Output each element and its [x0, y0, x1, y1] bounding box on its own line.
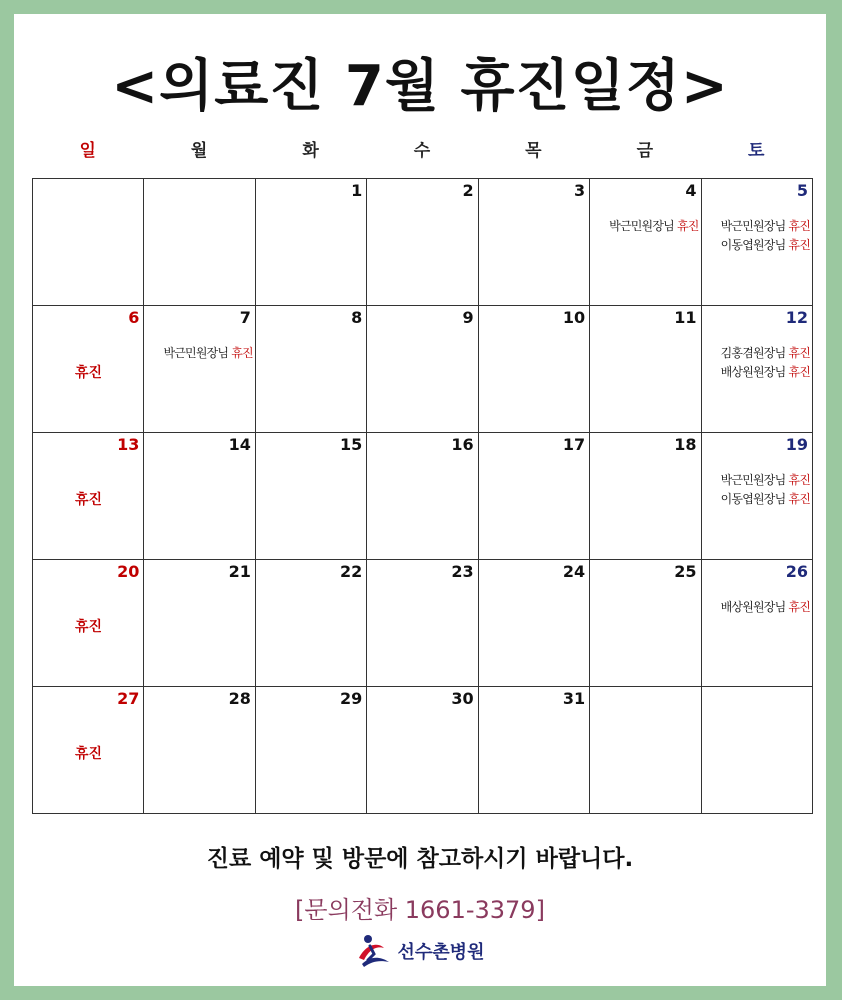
calendar-day-cell	[367, 433, 478, 560]
day-number: 23	[451, 562, 474, 581]
closure-tag: 휴진	[788, 473, 810, 487]
calendar-day-cell	[255, 306, 366, 433]
closure-notes	[163, 344, 252, 363]
day-number: 9	[462, 308, 474, 327]
hospital-name: 선수촌병원	[397, 942, 485, 963]
closed-label: 휴진	[74, 365, 103, 381]
closure-tag: 휴진	[231, 346, 253, 360]
calendar-day-cell	[144, 179, 255, 306]
calendar-day-cell	[255, 687, 366, 814]
day-number: 6	[128, 308, 140, 327]
closure-tag: 휴진	[788, 365, 810, 379]
closure-notes	[721, 344, 810, 382]
calendar-day-cell	[144, 433, 255, 560]
weekday-header	[32, 136, 812, 166]
page-title: <의료진 7월 휴진일정>	[111, 54, 729, 119]
calendar-day-cell	[255, 433, 366, 560]
day-number: 4	[685, 181, 697, 200]
calendar-week	[33, 306, 813, 433]
calendar-day-cell	[701, 179, 812, 306]
day-number: 5	[796, 181, 808, 200]
day-number: 15	[340, 435, 363, 454]
closure-note	[721, 217, 810, 236]
closed-label: 휴진	[74, 746, 103, 762]
doctor-name: 김홍겸원장님	[720, 346, 786, 360]
doctor-name: 이동엽원장님	[720, 492, 786, 506]
closed-label: 휴진	[74, 492, 103, 508]
calendar-day-cell	[701, 433, 812, 560]
day-number: 27	[117, 689, 140, 708]
day-number: 28	[228, 689, 251, 708]
calendar-day-cell	[255, 560, 366, 687]
calendar-day-cell	[701, 306, 812, 433]
day-number: 26	[785, 562, 808, 581]
closure-note	[721, 598, 810, 617]
calendar-day-cell	[144, 306, 255, 433]
day-number: 10	[562, 308, 586, 327]
calendar-day-cell	[590, 306, 701, 433]
day-number: 20	[117, 562, 140, 581]
day-number: 29	[340, 689, 363, 708]
calendar-day-cell	[590, 179, 701, 306]
calendar-day-cell	[33, 306, 144, 433]
calendar-day-cell	[701, 560, 812, 687]
closure-tag: 휴진	[788, 219, 810, 233]
closure-note	[721, 344, 810, 363]
calendar-day-cell	[590, 433, 701, 560]
day-number: 30	[451, 689, 474, 708]
calendar-day-cell	[33, 687, 144, 814]
day-number: 16	[451, 435, 474, 454]
closure-note	[721, 471, 810, 490]
calendar-day-cell	[478, 560, 589, 687]
closure-notes	[721, 471, 810, 509]
calendar-day-cell	[701, 687, 812, 814]
day-number: 18	[674, 435, 697, 454]
closure-note	[609, 217, 698, 236]
closure-note	[721, 490, 810, 509]
weekday-tue: 화	[302, 141, 319, 161]
calendar-day-cell	[144, 687, 255, 814]
day-number: 14	[228, 435, 251, 454]
doctor-name: 박근민원장님	[720, 219, 786, 233]
runner-logo-icon	[356, 934, 392, 968]
day-number: 17	[562, 435, 586, 454]
day-number: 19	[785, 435, 808, 454]
contact-phone: [문의전화 1661-3379]	[295, 896, 545, 924]
closure-notes	[721, 598, 810, 617]
closed-label: 휴진	[74, 619, 103, 635]
weekday-fri: 금	[636, 141, 654, 161]
notice-text: 진료 예약 및 방문에 참고하시기 바랍니다.	[206, 846, 634, 872]
closure-tag: 휴진	[676, 219, 699, 233]
calendar-day-cell	[478, 687, 589, 814]
day-number: 8	[351, 308, 363, 327]
day-number: 12	[785, 308, 808, 327]
calendar-week	[33, 433, 813, 560]
closure-tag: 휴진	[788, 600, 810, 614]
closure-tag: 휴진	[788, 238, 810, 252]
day-number: 11	[674, 308, 697, 327]
day-number: 7	[239, 308, 251, 327]
weekday-wed: 수	[413, 141, 431, 161]
calendar-day-cell	[478, 179, 589, 306]
calendar-day-cell	[478, 433, 589, 560]
calendar-day-cell	[255, 179, 366, 306]
day-number: 25	[674, 562, 697, 581]
closure-notes	[609, 217, 698, 236]
calendar-week	[33, 179, 813, 306]
calendar-day-cell	[367, 179, 478, 306]
calendar-day-cell	[590, 687, 701, 814]
closure-notes	[721, 217, 810, 255]
calendar-day-cell	[33, 179, 144, 306]
weekday-sat: 토	[748, 141, 765, 161]
closure-note	[163, 344, 252, 363]
weekday-mon: 월	[190, 141, 208, 161]
weekday-sun: 일	[79, 141, 96, 161]
calendar-day-cell	[367, 560, 478, 687]
schedule-card	[14, 14, 826, 986]
day-number: 21	[228, 562, 251, 581]
day-number: 22	[340, 562, 363, 581]
closure-tag: 휴진	[788, 492, 810, 506]
doctor-name: 배상원원장님	[720, 365, 786, 379]
doctor-name: 박근민원장님	[163, 346, 229, 360]
calendar-day-cell	[367, 306, 478, 433]
closure-note	[721, 363, 810, 382]
calendar-day-cell	[33, 560, 144, 687]
calendar-grid	[32, 178, 813, 814]
day-number: 3	[573, 181, 586, 200]
calendar-day-cell	[144, 560, 255, 687]
calendar-week	[33, 687, 813, 814]
doctor-name: 배상원원장님	[720, 600, 786, 614]
weekday-thu: 목	[525, 141, 542, 161]
calendar-day-cell	[33, 433, 144, 560]
day-number: 31	[562, 689, 586, 708]
hospital-logo	[14, 934, 826, 968]
calendar-day-cell	[478, 306, 589, 433]
day-number: 1	[351, 181, 363, 200]
closure-note	[721, 236, 810, 255]
day-number: 24	[562, 562, 586, 581]
doctor-name: 박근민원장님	[720, 473, 786, 487]
calendar-day-cell	[367, 687, 478, 814]
day-number: 2	[462, 181, 474, 200]
day-number: 13	[117, 435, 140, 454]
calendar-week	[33, 560, 813, 687]
calendar-day-cell	[590, 560, 701, 687]
doctor-name: 박근민원장님	[609, 219, 674, 233]
closure-tag: 휴진	[788, 346, 810, 360]
doctor-name: 이동엽원장님	[720, 238, 786, 252]
